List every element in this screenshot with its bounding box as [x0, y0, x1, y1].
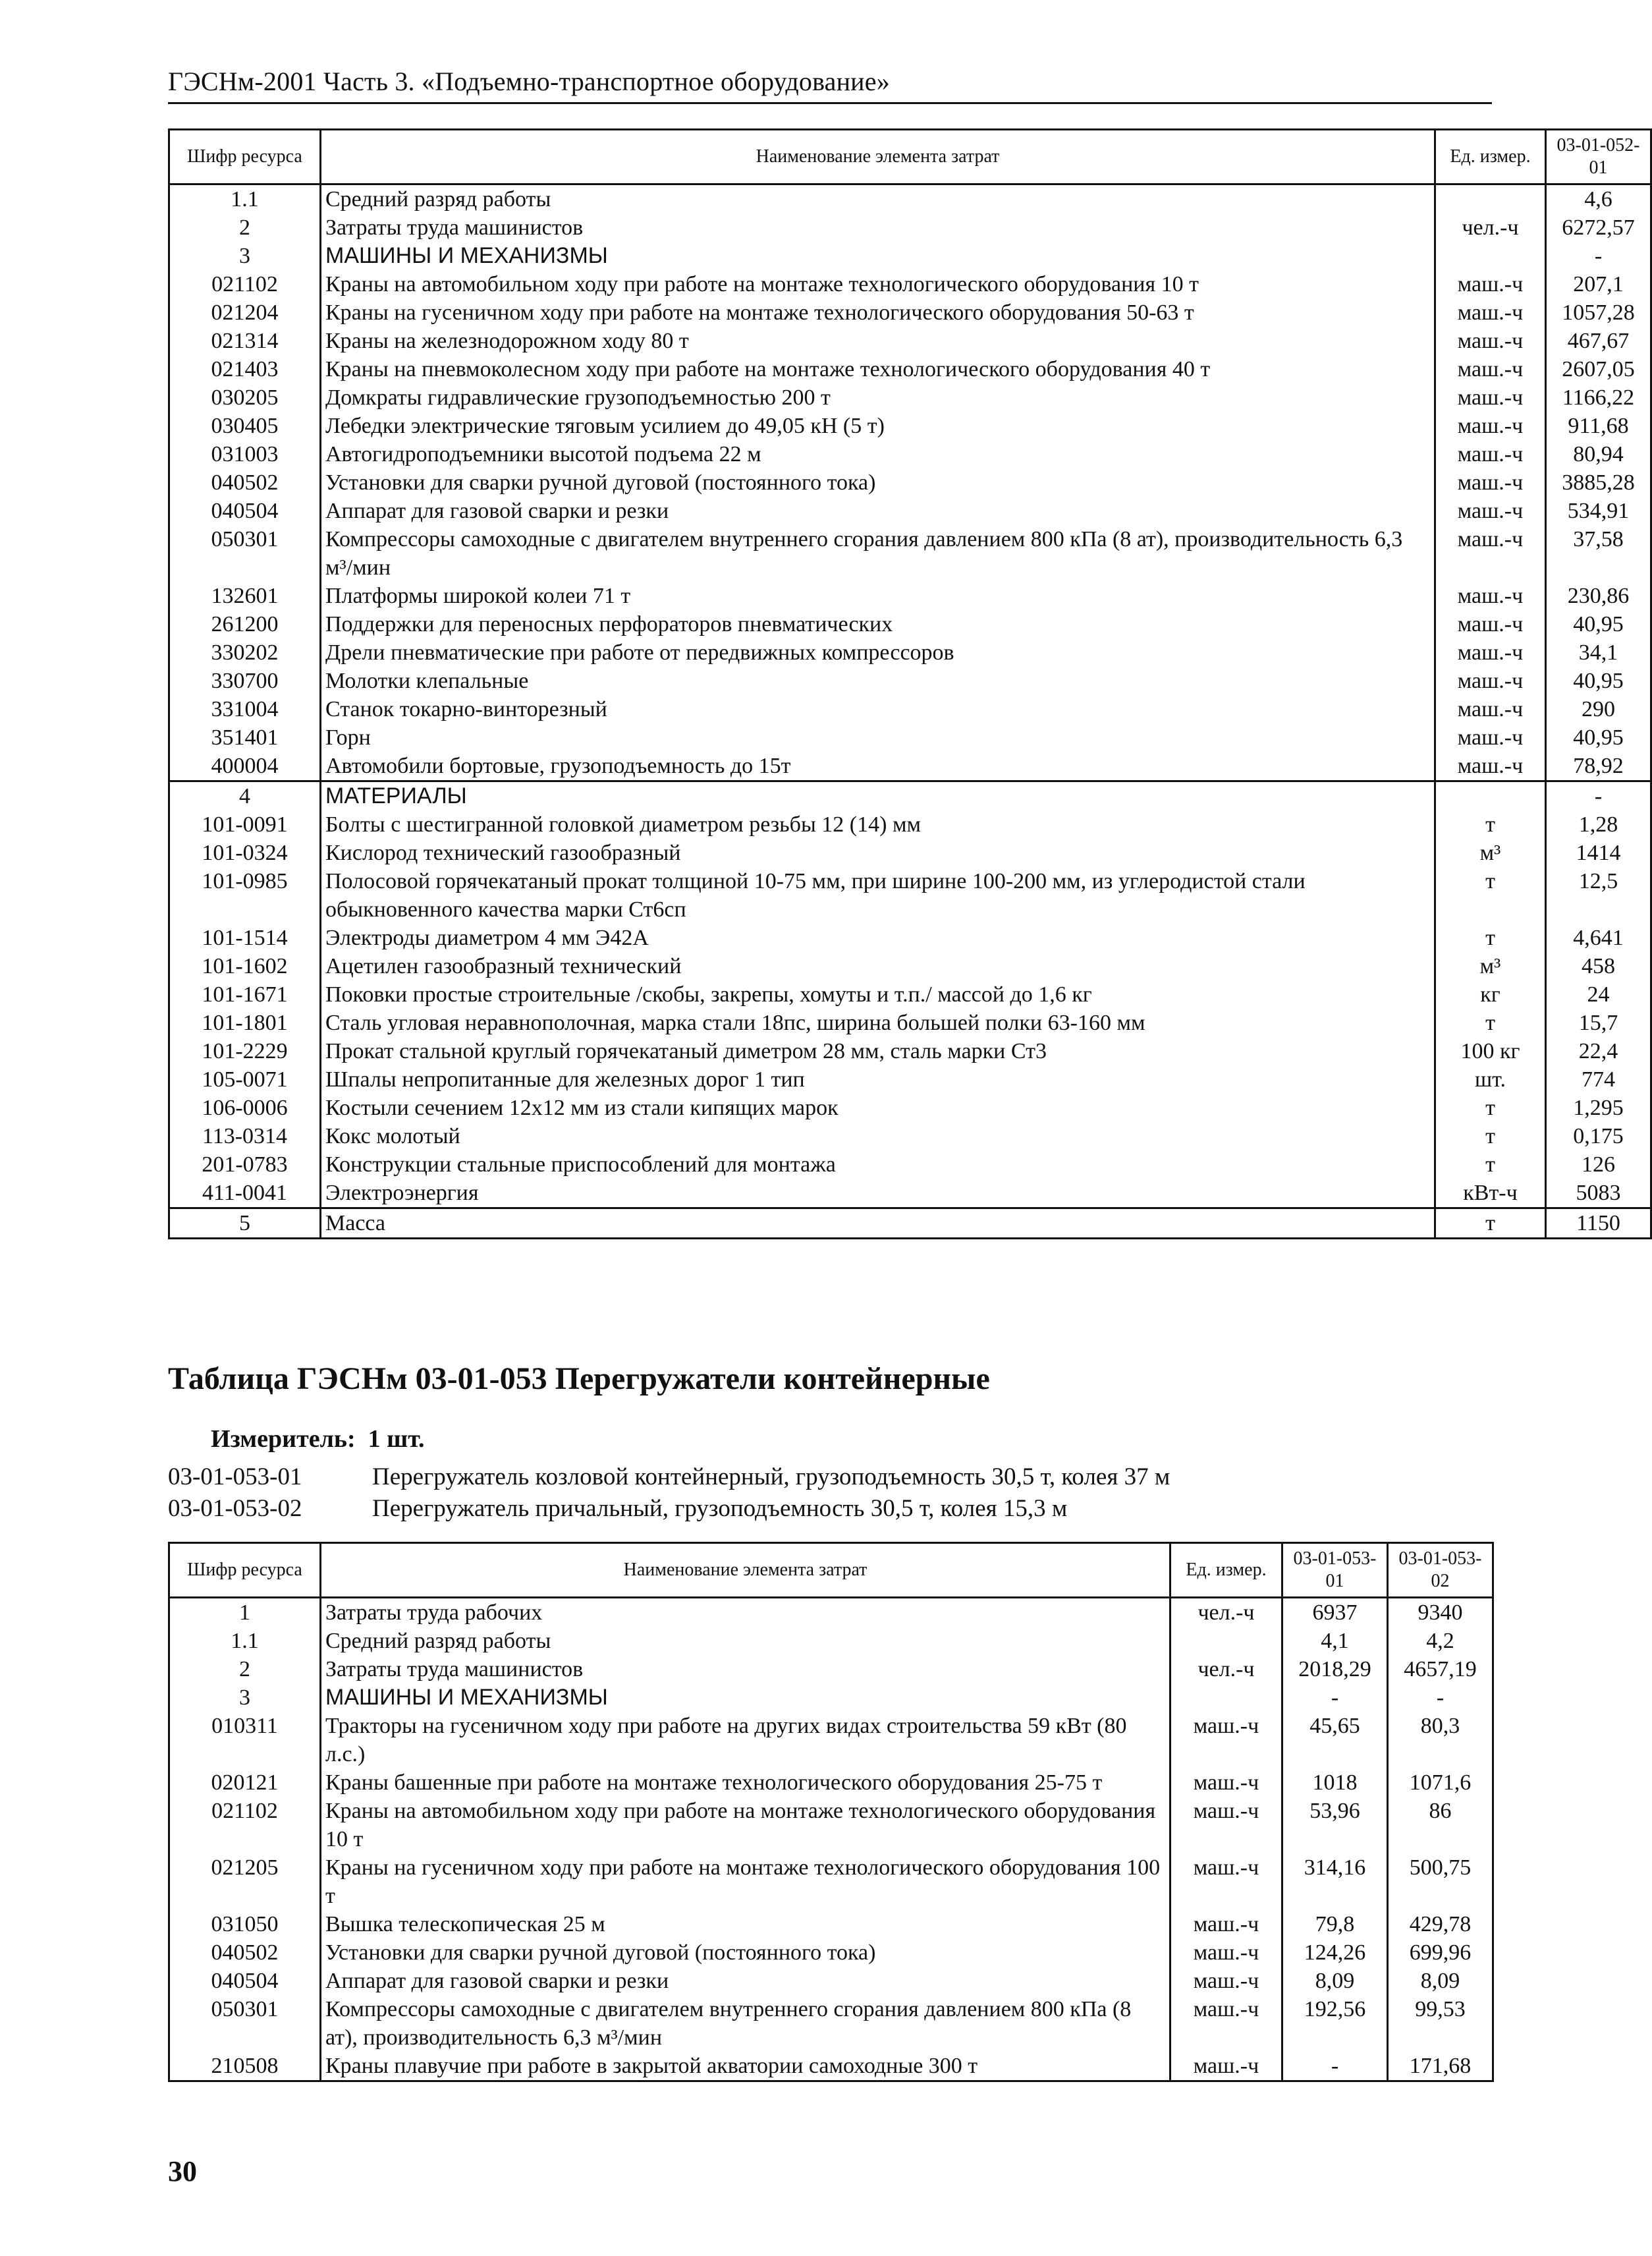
table-row: [169, 1065, 1651, 1094]
table-row: [169, 270, 1651, 298]
header-code: Шифр ресурса: [169, 130, 321, 184]
resource-code: 010311: [169, 1712, 321, 1768]
resource-unit: кг: [1435, 980, 1546, 1009]
resource-value: 8,09: [1388, 1967, 1493, 1995]
resource-unit: т: [1435, 924, 1546, 952]
resource-code: 400004: [169, 752, 321, 781]
table-row: [169, 1627, 1493, 1655]
resource-unit: т: [1435, 1208, 1546, 1239]
resource-value: 86: [1388, 1797, 1493, 1853]
resource-unit: маш.-ч: [1435, 610, 1546, 638]
table-row: [169, 1910, 1493, 1938]
table-row: [169, 298, 1651, 327]
section-row: [169, 1683, 1493, 1712]
table-row: [169, 924, 1651, 952]
header-name: Наименование элемента затрат: [321, 1543, 1170, 1598]
resource-code: 101-2229: [169, 1037, 321, 1065]
resource-value: 37,58: [1546, 525, 1651, 582]
table-row: [169, 213, 1651, 242]
resource-name: Краны башенные при работе на монтаже технологического оборудования 25-75 т: [321, 1768, 1170, 1797]
resource-unit: 100 кг: [1435, 1037, 1546, 1065]
resource-value: 79,8: [1282, 1910, 1388, 1938]
resource-name: Молотки клепальные: [321, 667, 1435, 695]
resource-value: -: [1546, 781, 1651, 811]
resource-name: Поковки простые строительные /скобы, закрепы, хомуты и т.п./ массой до 1,6 кг: [321, 980, 1435, 1009]
table-row: [169, 1122, 1651, 1150]
resource-name: Автогидроподъемники высотой подъема 22 м: [321, 440, 1435, 468]
resource-value: 207,1: [1546, 270, 1651, 298]
resource-value: 1166,22: [1546, 383, 1651, 412]
resource-name: Полосовой горячекатаный прокат толщиной 10-75 мм, при ширине 100-200 мм, из углеродистой стали обыкновенного качества марки Ст6сп: [321, 867, 1435, 924]
table-row: [169, 752, 1651, 781]
resource-code: 021403: [169, 355, 321, 383]
resource-code: 210508: [169, 2052, 321, 2081]
resource-value: -: [1282, 1683, 1388, 1712]
resource-value: 99,53: [1388, 1995, 1493, 2052]
resource-name: Поддержки для переносных перфораторов пневматических: [321, 610, 1435, 638]
resource-name: Шпалы непропитанные для железных дорог 1 тип: [321, 1065, 1435, 1094]
resource-name: Ацетилен газообразный технический: [321, 952, 1435, 980]
resource-value: 8,09: [1282, 1967, 1388, 1995]
position-text: Перегружатель козловой контейнерный, грузоподъемность 30,5 т, колея 37 м: [372, 1463, 1170, 1490]
resource-unit: м³: [1435, 952, 1546, 980]
header-unit: Ед. измер.: [1170, 1543, 1282, 1598]
resource-code: 132601: [169, 582, 321, 610]
resource-code: 1.1: [169, 184, 321, 214]
table-row: [169, 1995, 1493, 2052]
resource-unit: маш.-ч: [1170, 1995, 1282, 2052]
resource-code: 106-0006: [169, 1094, 321, 1122]
resource-code: 021314: [169, 327, 321, 355]
resource-name: Аппарат для газовой сварки и резки: [321, 497, 1435, 525]
resource-unit: маш.-ч: [1170, 1910, 1282, 1938]
resource-code: 040502: [169, 1938, 321, 1967]
resource-code: 330202: [169, 638, 321, 667]
header-code: Шифр ресурса: [169, 1543, 321, 1598]
resource-value: 22,4: [1546, 1037, 1651, 1065]
resource-name: Домкраты гидравлические грузоподъемностью 200 т: [321, 383, 1435, 412]
resource-value: 15,7: [1546, 1009, 1651, 1037]
resource-name: Платформы широкой колеи 71 т: [321, 582, 1435, 610]
header-col-053-02: 03-01-053-02: [1388, 1543, 1493, 1598]
table-row: [169, 1150, 1651, 1179]
resource-value: 4,6: [1546, 184, 1651, 214]
table-row: [169, 667, 1651, 695]
resource-value: 1,28: [1546, 810, 1651, 839]
resource-name: Дрели пневматические при работе от передвижных компрессоров: [321, 638, 1435, 667]
table-row: [169, 440, 1651, 468]
resource-name: Затраты труда машинистов: [321, 213, 1435, 242]
page-number: 30: [168, 2155, 197, 2187]
resource-unit: т: [1435, 1122, 1546, 1150]
table-row: [169, 1938, 1493, 1967]
resource-code: 101-1671: [169, 980, 321, 1009]
table-row: [169, 355, 1651, 383]
resource-unit: чел.-ч: [1435, 213, 1546, 242]
resource-name: Средний разряд работы: [321, 184, 1435, 214]
resource-unit: т: [1435, 867, 1546, 924]
resource-code: 1: [169, 1598, 321, 1627]
position-line: [168, 1494, 1067, 1523]
resource-code: 101-1602: [169, 952, 321, 980]
resource-value: 4,2: [1388, 1627, 1493, 1655]
table-row: [169, 1598, 1493, 1627]
resource-unit: маш.-ч: [1170, 1768, 1282, 1797]
resource-unit: маш.-ч: [1435, 525, 1546, 582]
resource-code: 101-0324: [169, 839, 321, 867]
resource-code: 021102: [169, 270, 321, 298]
resource-code: 4: [169, 781, 321, 811]
resource-unit: маш.-ч: [1435, 667, 1546, 695]
resource-name: Болты с шестигранной головкой диаметром резьбы 12 (14) мм: [321, 810, 1435, 839]
resource-value: 1,295: [1546, 1094, 1651, 1122]
resource-value: 124,26: [1282, 1938, 1388, 1967]
resource-unit: маш.-ч: [1435, 497, 1546, 525]
position-code: 03-01-053-02: [168, 1495, 302, 1522]
resource-value: 40,95: [1546, 667, 1651, 695]
resource-unit: [1170, 1683, 1282, 1712]
resource-unit: маш.-ч: [1435, 695, 1546, 723]
resource-unit: маш.-ч: [1170, 1853, 1282, 1910]
resource-value: -: [1282, 2052, 1388, 2081]
table-row: [169, 638, 1651, 667]
resource-value: 2018,29: [1282, 1655, 1388, 1683]
resource-value: -: [1388, 1683, 1493, 1712]
table-row: [169, 412, 1651, 440]
table-row: [169, 610, 1651, 638]
table-row: [169, 1208, 1651, 1239]
resource-value: 24: [1546, 980, 1651, 1009]
resource-unit: маш.-ч: [1435, 752, 1546, 781]
resource-unit: т: [1435, 1094, 1546, 1122]
resource-name: Электроды диаметром 4 мм Э42А: [321, 924, 1435, 952]
resource-code: 2: [169, 213, 321, 242]
resource-value: 6272,57: [1546, 213, 1651, 242]
resource-code: 411-0041: [169, 1179, 321, 1208]
resource-unit: маш.-ч: [1435, 468, 1546, 497]
resource-value: 429,78: [1388, 1910, 1493, 1938]
resource-code: 021205: [169, 1853, 321, 1910]
table-row: [169, 1712, 1493, 1768]
resource-value: 4,1: [1282, 1627, 1388, 1655]
resource-unit: маш.-ч: [1170, 1797, 1282, 1853]
resource-value: 467,67: [1546, 327, 1651, 355]
resource-name: МАШИНЫ И МЕХАНИЗМЫ: [321, 242, 1435, 270]
resource-unit: т: [1435, 1009, 1546, 1037]
resource-value: 192,56: [1282, 1995, 1388, 2052]
resource-unit: маш.-ч: [1170, 1938, 1282, 1967]
resource-unit: [1435, 242, 1546, 270]
resource-unit: маш.-ч: [1435, 638, 1546, 667]
resource-unit: маш.-ч: [1435, 355, 1546, 383]
resource-name: Прокат стальной круглый горячекатаный диметром 28 мм, сталь марки Ст3: [321, 1037, 1435, 1065]
resource-unit: маш.-ч: [1435, 582, 1546, 610]
resource-unit: маш.-ч: [1435, 270, 1546, 298]
resource-unit: чел.-ч: [1170, 1655, 1282, 1683]
table-row: [169, 1655, 1493, 1683]
table-row: [169, 980, 1651, 1009]
table-row: [169, 810, 1651, 839]
table-row: [169, 184, 1651, 214]
table-header-row: [169, 130, 1651, 184]
resource-name: Компрессоры самоходные с двигателем внутреннего сгорания давлением 800 кПа (8 ат), производительность 6,3 м³/мин: [321, 1995, 1170, 2052]
resource-unit: маш.-ч: [1435, 327, 1546, 355]
resource-name: Кокс молотый: [321, 1122, 1435, 1150]
header-col-053-01: 03-01-053-01: [1282, 1543, 1388, 1598]
resource-name: Масса: [321, 1208, 1435, 1239]
meter-value: 1 шт.: [368, 1425, 425, 1453]
table-row: [169, 1094, 1651, 1122]
table-row: [169, 867, 1651, 924]
resource-value: 126: [1546, 1150, 1651, 1179]
resource-name: Станок токарно-винторезный: [321, 695, 1435, 723]
resource-name: Вышка телескопическая 25 м: [321, 1910, 1170, 1938]
meter-label: Измеритель:: [211, 1425, 356, 1453]
resource-code: 351401: [169, 723, 321, 752]
resource-code: 3: [169, 1683, 321, 1712]
resource-code: 020121: [169, 1768, 321, 1797]
resource-value: 45,65: [1282, 1712, 1388, 1768]
meter-line: [211, 1424, 425, 1453]
table-row: [169, 723, 1651, 752]
resource-code: 031003: [169, 440, 321, 468]
resource-value: 9340: [1388, 1598, 1493, 1627]
table-row: [169, 1179, 1651, 1208]
resource-name: Затраты труда рабочих: [321, 1598, 1170, 1627]
resource-code: 040502: [169, 468, 321, 497]
resource-value: 699,96: [1388, 1938, 1493, 1967]
resource-code: 050301: [169, 1995, 321, 2052]
resource-unit: т: [1435, 1150, 1546, 1179]
resource-name: Установки для сварки ручной дуговой (постоянного тока): [321, 1938, 1170, 1967]
resource-value: 1150: [1546, 1208, 1651, 1239]
section-row: [169, 242, 1651, 270]
resource-value: 1071,6: [1388, 1768, 1493, 1797]
resource-value: 230,86: [1546, 582, 1651, 610]
resource-value: 40,95: [1546, 723, 1651, 752]
table-row: [169, 582, 1651, 610]
table-row: [169, 1768, 1493, 1797]
resource-unit: маш.-ч: [1435, 298, 1546, 327]
resource-value: 774: [1546, 1065, 1651, 1094]
resource-value: 314,16: [1282, 1853, 1388, 1910]
table-row: [169, 1797, 1493, 1853]
resource-value: 53,96: [1282, 1797, 1388, 1853]
resource-name: Краны на гусеничном ходу при работе на монтаже технологического оборудования 100 т: [321, 1853, 1170, 1910]
position-code: 03-01-053-01: [168, 1463, 302, 1490]
table-row: [169, 1853, 1493, 1910]
resource-name: Горн: [321, 723, 1435, 752]
header-rule: [168, 102, 1492, 104]
resource-value: 911,68: [1546, 412, 1651, 440]
header-unit: Ед. измер.: [1435, 130, 1546, 184]
table-row: [169, 497, 1651, 525]
resource-unit: маш.-ч: [1435, 723, 1546, 752]
resource-code: 101-0091: [169, 810, 321, 839]
resource-value: 80,94: [1546, 440, 1651, 468]
resource-code: 101-0985: [169, 867, 321, 924]
resource-code: 040504: [169, 497, 321, 525]
resource-name: Тракторы на гусеничном ходу при работе на других видах строительства 59 кВт (80 л.с.): [321, 1712, 1170, 1768]
resource-code: 261200: [169, 610, 321, 638]
resource-name: Краны на автомобильном ходу при работе на монтаже технологического оборудования 10 т: [321, 1797, 1170, 1853]
resource-value: 3885,28: [1546, 468, 1651, 497]
resource-unit: м³: [1435, 839, 1546, 867]
resource-name: Краны плавучие при работе в закрытой акватории самоходные 300 т: [321, 2052, 1170, 2081]
resource-code: 1.1: [169, 1627, 321, 1655]
resource-name: Краны на железнодорожном ходу 80 т: [321, 327, 1435, 355]
resource-unit: маш.-ч: [1435, 440, 1546, 468]
resource-value: 534,91: [1546, 497, 1651, 525]
resource-unit: чел.-ч: [1170, 1598, 1282, 1627]
resource-value: 290: [1546, 695, 1651, 723]
resource-code: 330700: [169, 667, 321, 695]
resource-value: 5083: [1546, 1179, 1651, 1208]
resource-unit: [1170, 1627, 1282, 1655]
table-row: [169, 1037, 1651, 1065]
table-row: [169, 952, 1651, 980]
table-053-title: Таблица ГЭСНм 03-01-053 Перегружатели контейнерные: [168, 1361, 990, 1396]
resource-name: Средний разряд работы: [321, 1627, 1170, 1655]
resource-code: 101-1514: [169, 924, 321, 952]
resource-value: 2607,05: [1546, 355, 1651, 383]
position-text: Перегружатель причальный, грузоподъемность 30,5 т, колея 15,3 м: [372, 1495, 1068, 1522]
resource-code: 040504: [169, 1967, 321, 1995]
resource-code: 031050: [169, 1910, 321, 1938]
table-row: [169, 2052, 1493, 2081]
resource-value: -: [1546, 242, 1651, 270]
resource-value: 1018: [1282, 1768, 1388, 1797]
resource-code: 050301: [169, 525, 321, 582]
resource-name: Краны на автомобильном ходу при работе на монтаже технологического оборудования 10 т: [321, 270, 1435, 298]
resource-value: 171,68: [1388, 2052, 1493, 2081]
resource-value: 1057,28: [1546, 298, 1651, 327]
resource-name: Затраты труда машинистов: [321, 1655, 1170, 1683]
table-row: [169, 695, 1651, 723]
resource-value: 40,95: [1546, 610, 1651, 638]
resource-value: 80,3: [1388, 1712, 1493, 1768]
resource-unit: маш.-ч: [1435, 383, 1546, 412]
resource-code: 3: [169, 242, 321, 270]
resource-name: Электроэнергия: [321, 1179, 1435, 1208]
resource-code: 030205: [169, 383, 321, 412]
table-row: [169, 839, 1651, 867]
resource-unit: шт.: [1435, 1065, 1546, 1094]
resource-table-053: [168, 1542, 1494, 2082]
resource-name: Лебедки электрические тяговым усилием до 49,05 кН (5 т): [321, 412, 1435, 440]
resource-name: Кислород технический газообразный: [321, 839, 1435, 867]
header-name: Наименование элемента затрат: [321, 130, 1435, 184]
table-row: [169, 1967, 1493, 1995]
running-header: ГЭСНм-2001 Часть 3. «Подъемно-транспортное оборудование»: [168, 67, 890, 96]
resource-name: Краны на пневмоколесном ходу при работе на монтаже технологического оборудования 40 т: [321, 355, 1435, 383]
resource-name: МАТЕРИАЛЫ: [321, 781, 1435, 811]
resource-value: 458: [1546, 952, 1651, 980]
resource-value: 6937: [1282, 1598, 1388, 1627]
resource-code: 113-0314: [169, 1122, 321, 1150]
table-header-row: [169, 1543, 1493, 1598]
resource-name: МАШИНЫ И МЕХАНИЗМЫ: [321, 1683, 1170, 1712]
header-col-052-01: 03-01-052-01: [1546, 130, 1651, 184]
resource-unit: маш.-ч: [1170, 1712, 1282, 1768]
resource-unit: маш.-ч: [1170, 2052, 1282, 2081]
resource-unit: кВт-ч: [1435, 1179, 1546, 1208]
resource-unit: маш.-ч: [1435, 412, 1546, 440]
resource-name: Автомобили бортовые, грузоподъемность до 15т: [321, 752, 1435, 781]
resource-unit: [1435, 184, 1546, 214]
resource-code: 201-0783: [169, 1150, 321, 1179]
resource-name: Конструкции стальные приспособлений для монтажа: [321, 1150, 1435, 1179]
resource-value: 500,75: [1388, 1853, 1493, 1910]
table-row: [169, 327, 1651, 355]
resource-unit: [1435, 781, 1546, 811]
resource-name: Костыли сечением 12х12 мм из стали кипящих марок: [321, 1094, 1435, 1122]
resource-code: 101-1801: [169, 1009, 321, 1037]
resource-value: 4,641: [1546, 924, 1651, 952]
resource-value: 78,92: [1546, 752, 1651, 781]
resource-name: Установки для сварки ручной дуговой (постоянного тока): [321, 468, 1435, 497]
resource-code: 105-0071: [169, 1065, 321, 1094]
table-row: [169, 525, 1651, 582]
position-line: [168, 1463, 1170, 1491]
resource-code: 021102: [169, 1797, 321, 1853]
resource-name: Аппарат для газовой сварки и резки: [321, 1967, 1170, 1995]
resource-value: 34,1: [1546, 638, 1651, 667]
resource-unit: т: [1435, 810, 1546, 839]
resource-code: 5: [169, 1208, 321, 1239]
resource-code: 331004: [169, 695, 321, 723]
resource-table-052: [168, 128, 1652, 1239]
table-row: [169, 383, 1651, 412]
table-row: [169, 1009, 1651, 1037]
resource-code: 030405: [169, 412, 321, 440]
table-row: [169, 468, 1651, 497]
resource-name: Сталь угловая неравнополочная, марка стали 18пс, ширина большей полки 63-160 мм: [321, 1009, 1435, 1037]
resource-name: Компрессоры самоходные с двигателем внутреннего сгорания давлением 800 кПа (8 ат), производительность 6,3 м³/мин: [321, 525, 1435, 582]
resource-value: 0,175: [1546, 1122, 1651, 1150]
resource-value: 4657,19: [1388, 1655, 1493, 1683]
resource-code: 2: [169, 1655, 321, 1683]
resource-unit: маш.-ч: [1170, 1967, 1282, 1995]
resource-code: 021204: [169, 298, 321, 327]
resource-name: Краны на гусеничном ходу при работе на монтаже технологического оборудования 50-63 т: [321, 298, 1435, 327]
section-row: [169, 781, 1651, 811]
resource-value: 12,5: [1546, 867, 1651, 924]
resource-value: 1414: [1546, 839, 1651, 867]
